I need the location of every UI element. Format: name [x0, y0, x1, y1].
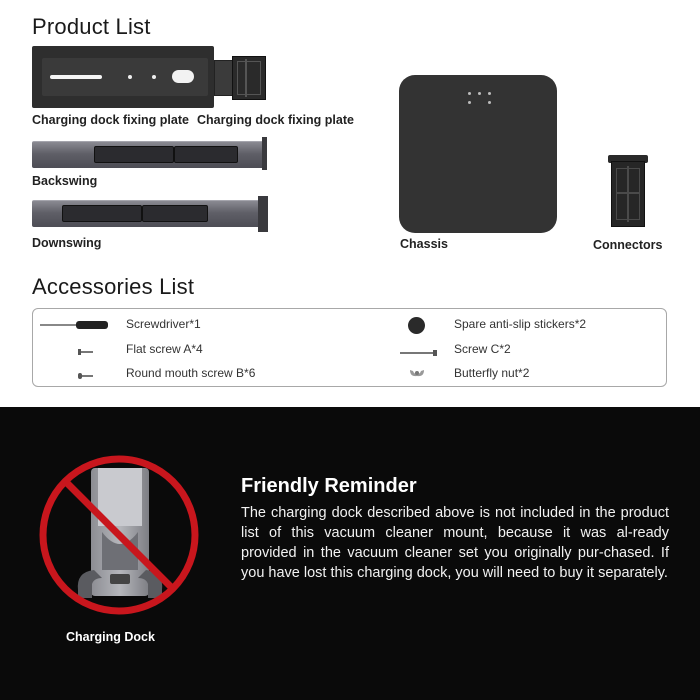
connectors-caption: Connectors — [593, 238, 663, 252]
round-screw-icon — [78, 367, 94, 375]
accessory-label: Screwdriver*1 — [126, 317, 201, 331]
connectors-image — [608, 155, 648, 231]
long-screw-icon — [400, 344, 438, 352]
fixing-plate-image — [32, 46, 272, 108]
accessory-label: Spare anti-slip stickers*2 — [454, 317, 587, 331]
accessory-label: Flat screw A*4 — [126, 342, 203, 356]
fixing-plate-caption-2: Charging dock fixing plate — [197, 113, 354, 127]
backswing-caption: Backswing — [32, 174, 98, 188]
reminder-body: The charging dock described above is not included in the product list of this vacuum cleaner mount, because it was al-ready provided in the vacuum cleaner set you originally pur-chased. If you have lost this charging dock, you will need to buy it separately. — [241, 505, 669, 581]
product-list-title: Product List — [32, 14, 151, 39]
downswing-caption: Downswing — [32, 236, 102, 250]
charging-dock-caption: Charging Dock — [66, 630, 155, 644]
accessory-label: Butterfly nut*2 — [454, 366, 530, 380]
charging-dock-prohibited-image — [36, 452, 202, 618]
butterfly-nut-icon — [408, 366, 426, 378]
sticker-icon — [408, 317, 425, 334]
backswing-image — [32, 137, 268, 170]
accessory-label: Round mouth screw B*6 — [126, 366, 256, 380]
chassis-image — [399, 75, 557, 233]
reminder-title: Friendly Reminder — [241, 475, 417, 497]
flat-screw-icon — [78, 343, 94, 351]
accessory-label: Screw C*2 — [454, 342, 511, 356]
chassis-caption: Chassis — [400, 237, 448, 251]
accessories-list-title: Accessories List — [32, 274, 195, 299]
fixing-plate-caption-1: Charging dock fixing plate — [32, 113, 189, 127]
screwdriver-icon — [40, 318, 110, 330]
downswing-image — [32, 196, 272, 232]
